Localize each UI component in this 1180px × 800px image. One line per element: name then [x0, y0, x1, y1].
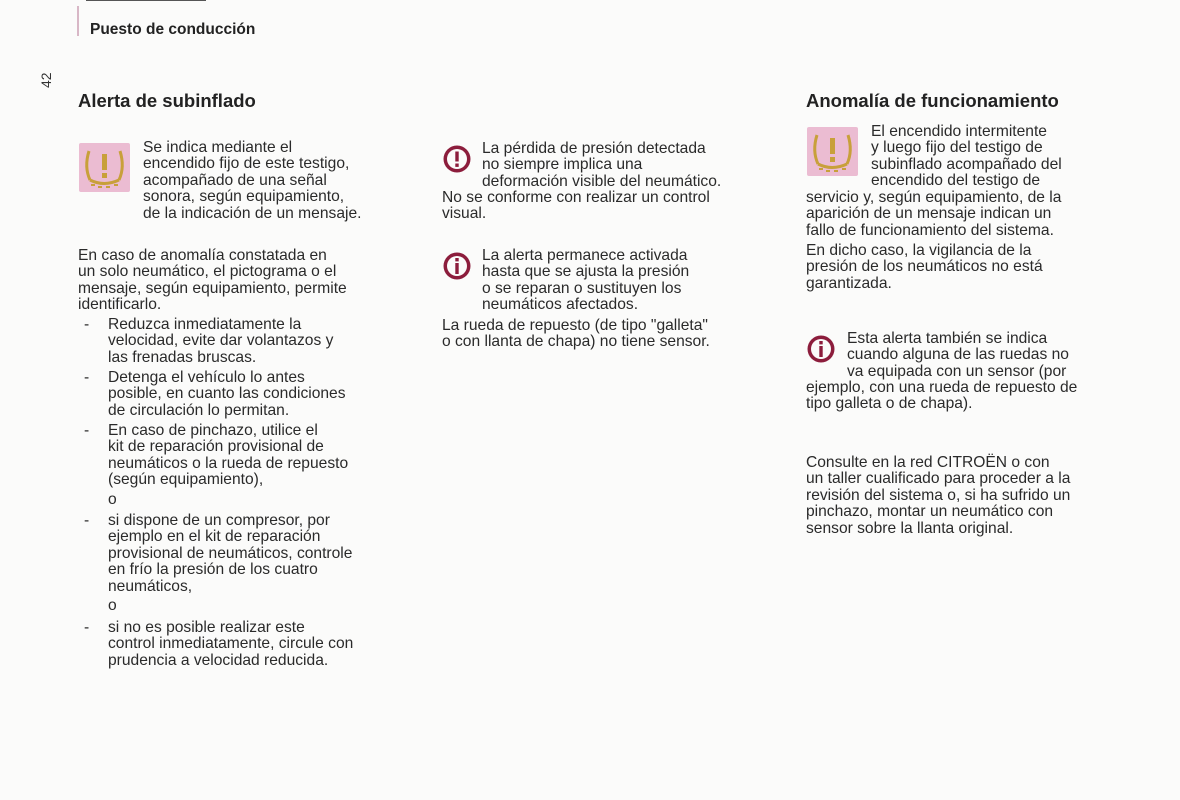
alert-active-note: La alerta permanece activada hasta que se ajusta la presión o se reparan o sustituyen los neumáticos afectados.: [482, 247, 690, 314]
left-intro: En caso de anomalía constatada en un solo neumático, el pictograma o el mensaje, según equipamiento, permite identificarlo.: [78, 247, 347, 314]
pressure-loss-note: La pérdida de presión detectada no siempre implica una deformación visible del neumático.: [482, 140, 722, 190]
info-icon: [806, 334, 836, 364]
underinflation-indicator-text: Se indica mediante el encendido fijo de este testigo, acompañado de una señal sonora, según equipamiento, de la indicación de un mensaje.: [143, 139, 362, 222]
list-bullet: -: [84, 512, 90, 529]
tire-pressure-warning-icon: [807, 127, 858, 176]
monitoring-not-guaranteed: En dicho caso, la vigilancia de la presión de los neumáticos no está garantizada.: [806, 242, 1043, 292]
list-connector: o: [108, 597, 117, 614]
list-bullet: -: [84, 422, 90, 439]
spare-wheel-note: La rueda de repuesto (de tipo "galleta" o con llanta de chapa) no tiene sensor.: [442, 317, 710, 351]
list-bullet: -: [84, 619, 90, 636]
section-marker: [77, 6, 79, 36]
list-item: Detenga el vehículo lo antes posible, en cuanto las condiciones de circulación lo permitan.: [108, 369, 346, 419]
no-sensor-note: Esta alerta también se indica cuando alguna de las ruedas no va equipada con un sensor (por: [847, 330, 1069, 380]
list-item: si dispone de un compresor, por ejemplo en el kit de reparación provisional de neumáticos, controle en frío la presión de los cuatro neumáticos,: [108, 512, 353, 595]
list-bullet: -: [84, 369, 90, 386]
no-sensor-followup: ejemplo, con una rueda de repuesto de tipo galleta o de chapa).: [806, 379, 1078, 413]
pressure-loss-followup: No se conforme con realizar un control visual.: [442, 189, 710, 223]
info-icon: [442, 251, 472, 281]
list-item: En caso de pinchazo, utilice el kit de reparación provisional de neumáticos o la rueda de repuesto (según equipamiento),: [108, 422, 349, 489]
tire-pressure-warning-icon: [79, 143, 130, 192]
page-number: 42: [38, 72, 54, 88]
list-bullet: -: [84, 316, 90, 333]
list-item: si no es posible realizar este control inmediatamente, circule con prudencia a velocidad reducida.: [108, 619, 354, 669]
list-item: Reduzca inmediatamente la velocidad, evite dar volantazos y las frenadas bruscas.: [108, 316, 334, 366]
heading-underinflation-alert: Alerta de subinflado: [78, 90, 256, 111]
warning-exclamation-icon: [442, 144, 472, 174]
consult-dealer-text: Consulte en la red CITROËN o con un taller cualificado para proceder a la revisión del sistema o, si ha sufrido un pinchazo, montar un neumático con sensor sobre la llanta original.: [806, 454, 1071, 537]
heading-malfunction: Anomalía de funcionamiento: [806, 90, 1059, 111]
malfunction-indicator-text: El encendido intermitente y luego fijo del testigo de subinflado acompañado del encendido del testigo de: [871, 123, 1062, 190]
malfunction-indicator-followup: servicio y, según equipamiento, de la aparición de un mensaje indican un fallo de funcionamiento del sistema.: [806, 189, 1062, 239]
header-rule: [86, 0, 206, 1]
list-connector: o: [108, 491, 117, 508]
section-title: Puesto de conducción: [90, 21, 256, 38]
